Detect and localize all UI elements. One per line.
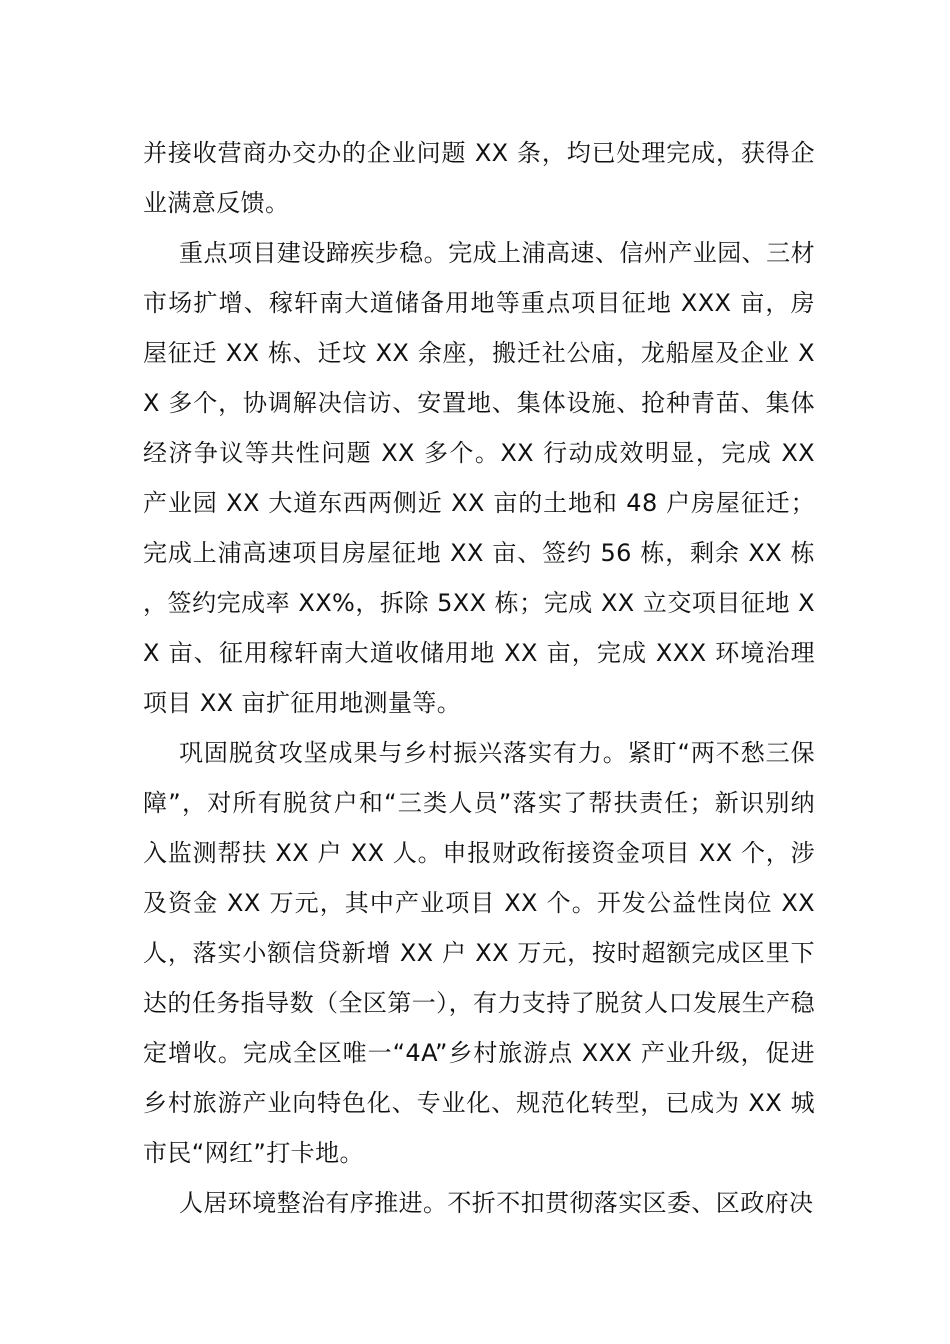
paragraph-key-projects: 重点项目建设蹄疾步稳。完成上浦高速、信州产业园、三材市场扩增、稼轩南大道储备用地等重点项目征地 XXX 亩，房屋征迁 XX 栋、迁坟 XX 余座，搬迁社公庙，龙船屋及企业 XX 多个，协调解决信访、安置地、集体设施、抢种青苗、集体经济争议等共性问题 XX 多个。XX 行动成效明显，完成 XX 产业园 XX 大道东西两侧近 XX 亩的土地和 48 户房屋征迁；完成上浦高速项目房屋征地 XX 亩、签约 56 栋，剩余 XX 栋，签约完成率 XX%，拆除 5XX 栋；完成 XX 立交项目征地 XX 亩、征用稼轩南大道收储用地 XX 亩，完成 XXX 环境治理项目 XX 亩扩征用地测量等。: [143, 239, 815, 717]
paragraph-continuation: 并接收营商办交办的企业问题 XX 条，均已处理完成，获得企业满意反馈。: [143, 139, 815, 217]
paragraph-poverty-alleviation: 巩固脱贫攻坚成果与乡村振兴落实有力。紧盯“两不愁三保障”，对所有脱贫户和“三类人员”落实了帮扶责任；新识别纳入监测帮扶 XX 户 XX 人。申报财政衔接资金项目 XX 个，涉及资金 XX 万元，其中产业项目 XX 个。开发公益性岗位 XX 人，落实小额信贷新增 XX 户 XX 万元，按时超额完成区里下达的任务指导数（全区第一），有力支持了脱贫人口发展生产稳定增收。完成全区唯一“4A”乡村旅游点 XXX 产业升级，促进乡村旅游产业向特色化、专业化、规范化转型，已成为 XX 城市民“网红”打卡地。: [143, 739, 815, 1167]
paragraph-living-environment: 人居环境整治有序推进。不折不扣贯彻落实区委、区政府决: [179, 1189, 814, 1217]
document-body: [143, 128, 815, 1228]
